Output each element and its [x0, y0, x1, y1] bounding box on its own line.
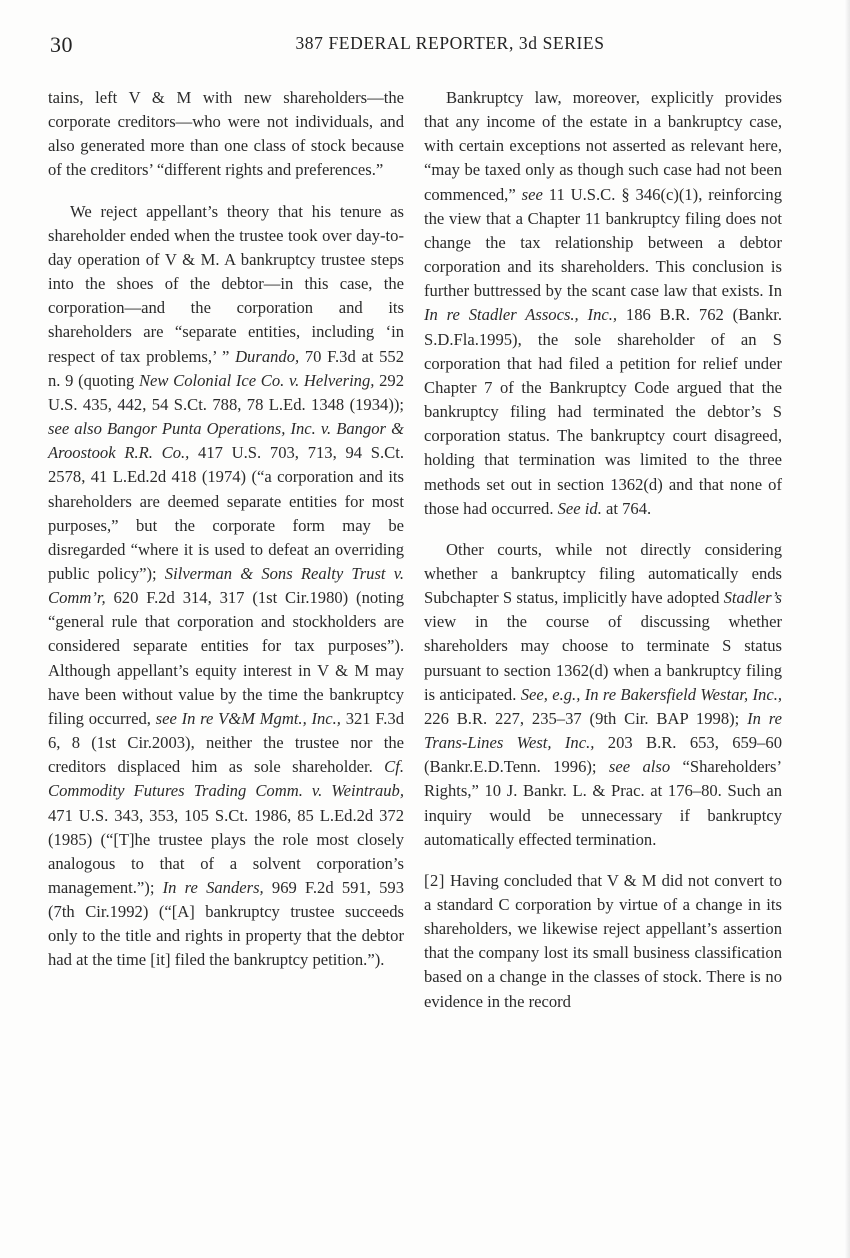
case-citation: New Colonial Ice Co. v. Helvering,: [138, 370, 375, 390]
page-number: 30: [50, 32, 73, 57]
left-paragraph-1: tains, left V & M with new shareholders—the corporate creditors—who were not individuals, and also generated more than one class of stock because of the creditors’ “different rights and preferences.”: [48, 88, 404, 180]
left-column: [48, 86, 404, 990]
signal-word: see: [521, 184, 543, 204]
text-run: Having concluded that V & M did not convert to a standard C corporation by virtue of a change in its shareholders, we likewise reject appellant’s assertion that the company lost its small business classification based on a change in the classes of stock. There is no evidence in the record: [424, 870, 782, 1011]
text-run: Other courts, while not directly considering whether a bankruptcy filing automatically ends Subchapter S status, implicitly have adopted: [424, 539, 782, 608]
right-paragraph-1: [424, 86, 782, 521]
signal-word: see also: [608, 757, 671, 777]
case-citation: In re Stadler Assocs., Inc.,: [424, 305, 618, 325]
case-citation: In re Sanders,: [162, 878, 264, 897]
case-citation: In re Trans-Lines West, Inc.,: [424, 708, 782, 753]
left-paragraph-2: [48, 200, 404, 973]
right-paragraph-3: [424, 869, 782, 1014]
text-run: view in the course of discussing whether shareholders may choose to terminate S status pursuant to section 1362(d) when a bankruptcy filing is anticipated.: [424, 612, 782, 704]
text-run: 321 F.3d 6, 8 (1st Cir.2003), neither the trustee nor the creditors displaced him as sole shareholder.: [48, 708, 404, 777]
page-edge-shadow: [844, 0, 850, 1258]
case-citation: Cf. Commodity Futures Trading Comm. v. Weintraub,: [48, 757, 404, 801]
case-citation: See, e.g., In re Bakersfield Westar, Inc.,: [520, 684, 782, 704]
right-paragraph-2: [424, 538, 782, 852]
text-run: 620 F.2d 314, 317 (1st Cir.1980) (noting “general rule that corporation and stockholders are considered separate entities for tax purposes”). Although appellant’s equity interest in V & M may have been without value by the time the bankruptcy filing occurred,: [48, 588, 404, 728]
text-run: 11 U.S.C. § 346(c)(1), reinforcing the view that a Chapter 11 bankruptcy filing does not change the tax relationship between a debtor corporation and its shareholders. This conclusion is further buttressed by the scant case law that exists. In: [424, 184, 783, 301]
headnote-marker: [2]: [424, 870, 445, 890]
case-citation: Stadler’s: [723, 588, 782, 608]
text-run: 969 F.2d 591, 593 (7th Cir.1992) (“[A] bankruptcy trustee succeeds only to the title and rights in property that the debtor had at the time [it] filed the bankruptcy petition.”).: [48, 878, 404, 970]
text-run: We reject appellant’s theory that his tenure as shareholder ended when the trustee took over day-to-day operation of V & M. A bankruptcy trustee steps into the shoes of the debtor—in this case, the corporation—and the corporation and its shareholders are “separate entities, including ‘in respect of tax problems,’ ”: [48, 201, 404, 366]
text-run: 226 B.R. 227, 235–37 (9th Cir. BAP 1998);: [424, 708, 748, 728]
text-run: 70 F.3d at 552 n. 9 (quoting: [48, 346, 404, 390]
text-run: “Shareholders’ Rights,” 10 J. Bankr. L. & Prac. at 176–80. Such an inquiry would be unnecessary if bankruptcy automatically effected termination.: [424, 757, 783, 849]
case-citation: see In re V&M Mgmt., Inc.,: [155, 708, 341, 728]
signal-word: See id.: [557, 498, 602, 518]
case-citation: Durando,: [235, 346, 300, 366]
case-citation: Silverman & Sons Realty Trust v. Comm’r,: [48, 563, 404, 608]
text-run: 471 U.S. 343, 353, 105 S.Ct. 1986, 85 L.Ed.2d 372 (1985) (“[T]he trustee plays the role most closely analogous to that of a solvent corporation’s management.”);: [48, 805, 404, 897]
text-run: 203 B.R. 653, 659–60 (Bankr.E.D.Tenn. 1996);: [424, 733, 782, 777]
text-run: 417 U.S. 703, 713, 94 S.Ct. 2578, 41 L.Ed.2d 418 (1974) (“a corporation and its shareholders are deemed separate entities for most purposes,” but the corporate form may be disregarded “where it is used to defeat an overriding public policy”);: [48, 443, 404, 583]
running-head: 387 FEDERAL REPORTER, 3d SERIES: [295, 33, 605, 53]
text-run: at 764.: [601, 498, 652, 518]
right-column: [424, 86, 782, 1031]
text-run: 292 U.S. 435, 442, 54 S.Ct. 788, 78 L.Ed. 1348 (1934));: [48, 370, 404, 414]
text-run: Bankruptcy law, moreover, explicitly provides that any income of the estate in a bankruptcy case, with certain exceptions not asserted as relevant here, “may be taxed only as though such case had not been commenced,”: [424, 88, 782, 204]
case-citation: see also Bangor Punta Operations, Inc. v. Bangor & Aroostook R.R. Co.,: [48, 419, 404, 463]
text-run: 186 B.R. 762 (Bankr. S.D.Fla.1995), the sole shareholder of an S corporation that had filed a petition for relief under Chapter 7 of the Bankruptcy Code argued that the bankruptcy filing had terminated the debtor’s S corporation status. The bankruptcy court disagreed, holding that termination was limited to the three methods set out in section 1362(d) and that none of those had occurred.: [424, 305, 782, 518]
